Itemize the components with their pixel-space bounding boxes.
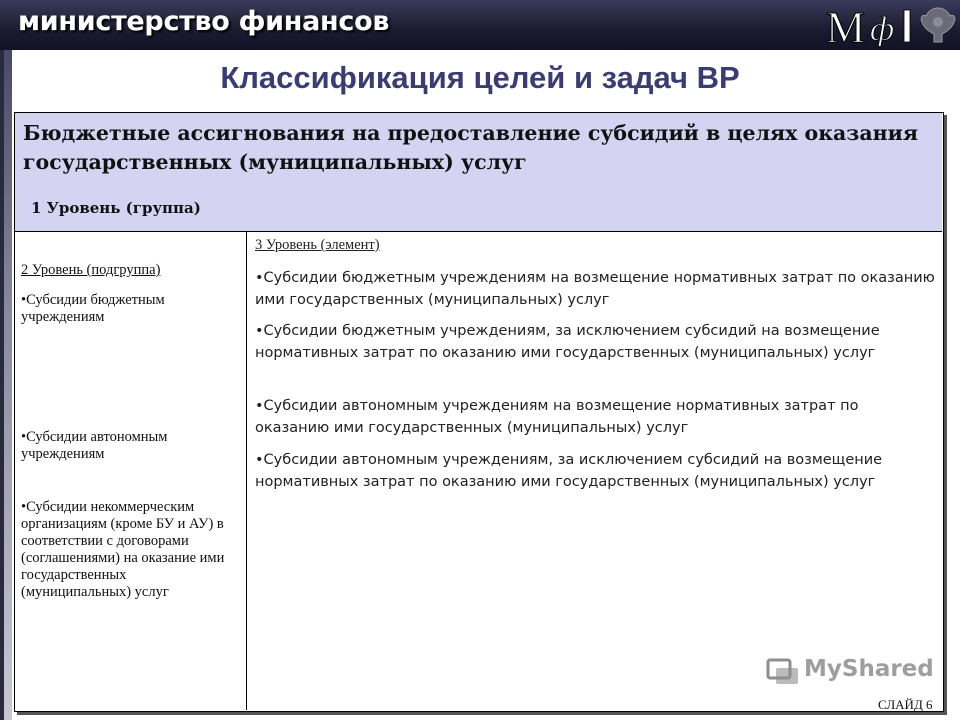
svg-text:М: М — [826, 3, 866, 46]
svg-text:ф: ф — [870, 11, 895, 46]
header-banner — [0, 0, 960, 50]
subgroup-column — [15, 232, 247, 710]
myshared-logo-icon — [766, 656, 800, 688]
subgroup-item: •Субсидии некоммерческим организациям (кроме БУ и АУ) в соответствии с договорами (соглашениями) на оказание ими государственных (муниципальных) услуг — [21, 499, 225, 600]
classification-table — [14, 112, 944, 712]
element-item: •Субсидии автономным учреждениям, за исключением субсидий на возмещение нормативных затрат по оказанию ими государственных (муниципальных) услуг — [255, 452, 883, 490]
slide-title: Классификация целей и задач ВР — [220, 60, 740, 95]
subgroup-item: •Субсидии автономным учреждениям — [21, 429, 168, 462]
group-header-text: Бюджетные ассигнования на предоставление субсидий в целях оказания государственных (муниципальных) услуг — [23, 121, 919, 174]
group-header-row — [15, 113, 942, 232]
coat-of-arms-icon — [918, 2, 958, 46]
ministry-logo-icon — [824, 2, 916, 46]
slide-number: СЛАЙД 6 — [878, 697, 933, 712]
element-item: •Субсидии автономным учреждениям на возмещение нормативных затрат по оказанию ими государственных (муниципальных) услуг — [255, 398, 859, 436]
element-item: •Субсидии бюджетным учреждениям, за исключением субсидий на возмещение нормативных затрат по оказанию ими государственных (муниципальных) услуг — [255, 323, 880, 361]
ministry-name: министерство финансов — [18, 6, 390, 37]
element-column — [247, 232, 942, 710]
left-decoration-edge — [0, 50, 4, 720]
subgroup-item: •Субсидии бюджетным учреждениям — [21, 292, 165, 325]
level3-link[interactable]: 3 Уровень (элемент) — [255, 237, 380, 253]
level1-label: 1 Уровень (группа) — [31, 199, 201, 217]
element-item: •Субсидии бюджетным учреждениям на возмещение нормативных затрат по оказанию ими государственных (муниципальных) услуг — [255, 270, 935, 308]
level2-link[interactable]: 2 Уровень (подгруппа) — [21, 262, 161, 278]
watermark-text: MyShared — [804, 656, 934, 682]
